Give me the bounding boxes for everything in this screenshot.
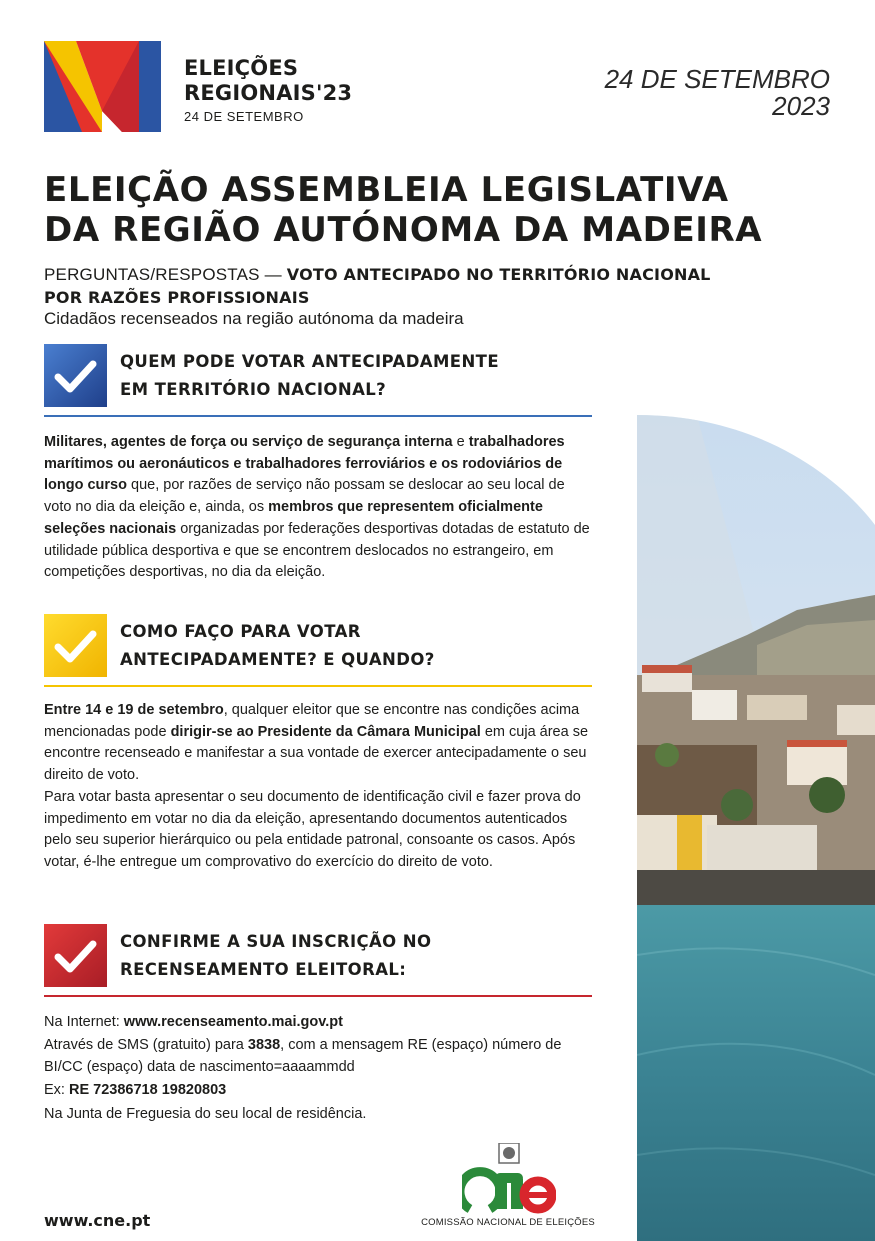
- check-icon: [44, 924, 107, 987]
- section-title: [120, 928, 590, 984]
- tagline: Cidadãos recenseados na região autónoma da madeira: [44, 309, 464, 328]
- eleicoes-regionais-logo: [44, 41, 161, 132]
- section-title-line1: CONFIRME A SUA INSCRIÇÃO NO: [120, 932, 432, 951]
- sms-example: RE 72386718 19820803: [68, 1081, 227, 1098]
- section-divider: [44, 995, 592, 997]
- text-bold: trabalhadores marítimos ou aeronáuticos e trabalhadores ferroviários e os rodoviários de longo curso: [44, 434, 565, 494]
- registration-link[interactable]: www.recenseamento.mai.gov.pt: [123, 1014, 343, 1030]
- check-icon: [44, 614, 107, 677]
- section-title-line2: EM TERRITÓRIO NACIONAL?: [120, 380, 387, 399]
- text: que, por razões de serviço não possam se deslocar ao seu local de voto no dia da eleição e, ainda, os: [44, 477, 565, 516]
- cne-logo: [462, 1143, 556, 1217]
- section-title-line2: RECENSEAMENTO ELEITORAL:: [120, 960, 407, 979]
- text-bold: Militares, agentes de força ou serviço de segurança interna: [44, 434, 453, 450]
- sms-number: 3838: [247, 1036, 281, 1053]
- text-bold: Entre 14 e 19 de setembro: [44, 702, 224, 718]
- section-body: [44, 700, 596, 874]
- brand-block: [184, 56, 352, 124]
- subtitle-prefix: PERGUNTAS/RESPOSTAS —: [44, 265, 287, 284]
- check-icon: [44, 344, 107, 407]
- madeira-coast-photo: [637, 415, 875, 1241]
- election-date: [605, 66, 830, 120]
- section-divider: [44, 415, 592, 417]
- page-title: [44, 170, 844, 250]
- text-bold: dirigir-se ao Presidente da Câmara Municipal: [170, 723, 481, 740]
- brand-date: 24 DE SETEMBRO: [184, 109, 304, 124]
- section-how-to-vote: [44, 614, 592, 680]
- page-subtitle: [44, 263, 824, 309]
- text: e: [452, 434, 469, 450]
- election-date-line2: 2023: [772, 91, 830, 121]
- section-title-line2: ANTECIPADAMENTE? E QUANDO?: [120, 650, 435, 669]
- text-bold: membros que representem oficialmente seleções nacionais: [44, 499, 543, 537]
- section-title-line1: COMO FAÇO PARA VOTAR: [120, 622, 361, 641]
- footer-website[interactable]: www.cne.pt: [44, 1211, 151, 1230]
- page-title-line2: DA REGIÃO AUTÓNOMA DA MADEIRA: [44, 210, 763, 250]
- cne-name: COMISSÃO NACIONAL DE ELEIÇÕES: [421, 1217, 595, 1228]
- text: Na Internet:: [44, 1014, 124, 1030]
- section-confirm-registration: [44, 924, 592, 990]
- subtitle-bold-1: VOTO ANTECIPADO NO TERRITÓRIO NACIONAL: [286, 265, 711, 284]
- text: , qualquer eleitor que se encontre nas condições acima mencionadas pode: [44, 702, 580, 740]
- text: organizadas por federações desportivas dotadas de estatuto de utilidade pública desportiva e que se encontrem deslocados no estrangeiro, em competições desportivas, no dia da eleição.: [44, 520, 590, 581]
- section-divider: [44, 685, 592, 687]
- section-body: [44, 1011, 596, 1126]
- brand-line1: ELEIÇÕES: [184, 56, 299, 80]
- brand-line2: REGIONAIS'23: [184, 81, 353, 105]
- text: Através de SMS (gratuito) para: [44, 1036, 248, 1053]
- subtitle-bold-2: POR RAZÕES PROFISSIONAIS: [44, 288, 310, 307]
- text: , com a mensagem RE (espaço) número de BI/CC (espaço) data de nascimento=aaaammdd: [44, 1036, 562, 1075]
- section-title-line1: QUEM PODE VOTAR ANTECIPADAMENTE: [120, 352, 499, 371]
- text: Na Junta de Freguesia do seu local de residência.: [44, 1106, 367, 1122]
- section-title: [120, 348, 590, 404]
- section-title: [120, 618, 590, 674]
- section-body: [44, 432, 596, 584]
- text: Para votar basta apresentar o seu documento de identificação civil e fazer prova do impedimento em votar no dia da eleição, apresentando documentos autenticados pelo seu superior hierárquico ou pela entidade patronal, consoante os casos. Após votar, é-lhe entregue um comprovativo do exercício do direito de voto.: [44, 788, 581, 870]
- text: em cuja área se encontre recenseado e manifestar a sua vontade de exercer antecipadamente o seu direito de voto.: [44, 723, 589, 784]
- election-date-line1: 24 DE SETEMBRO: [604, 64, 830, 94]
- section-who-can-vote: [44, 344, 592, 410]
- page-title-line1: ELEIÇÃO ASSEMBLEIA LEGISLATIVA: [44, 170, 729, 210]
- text: Ex:: [44, 1081, 69, 1098]
